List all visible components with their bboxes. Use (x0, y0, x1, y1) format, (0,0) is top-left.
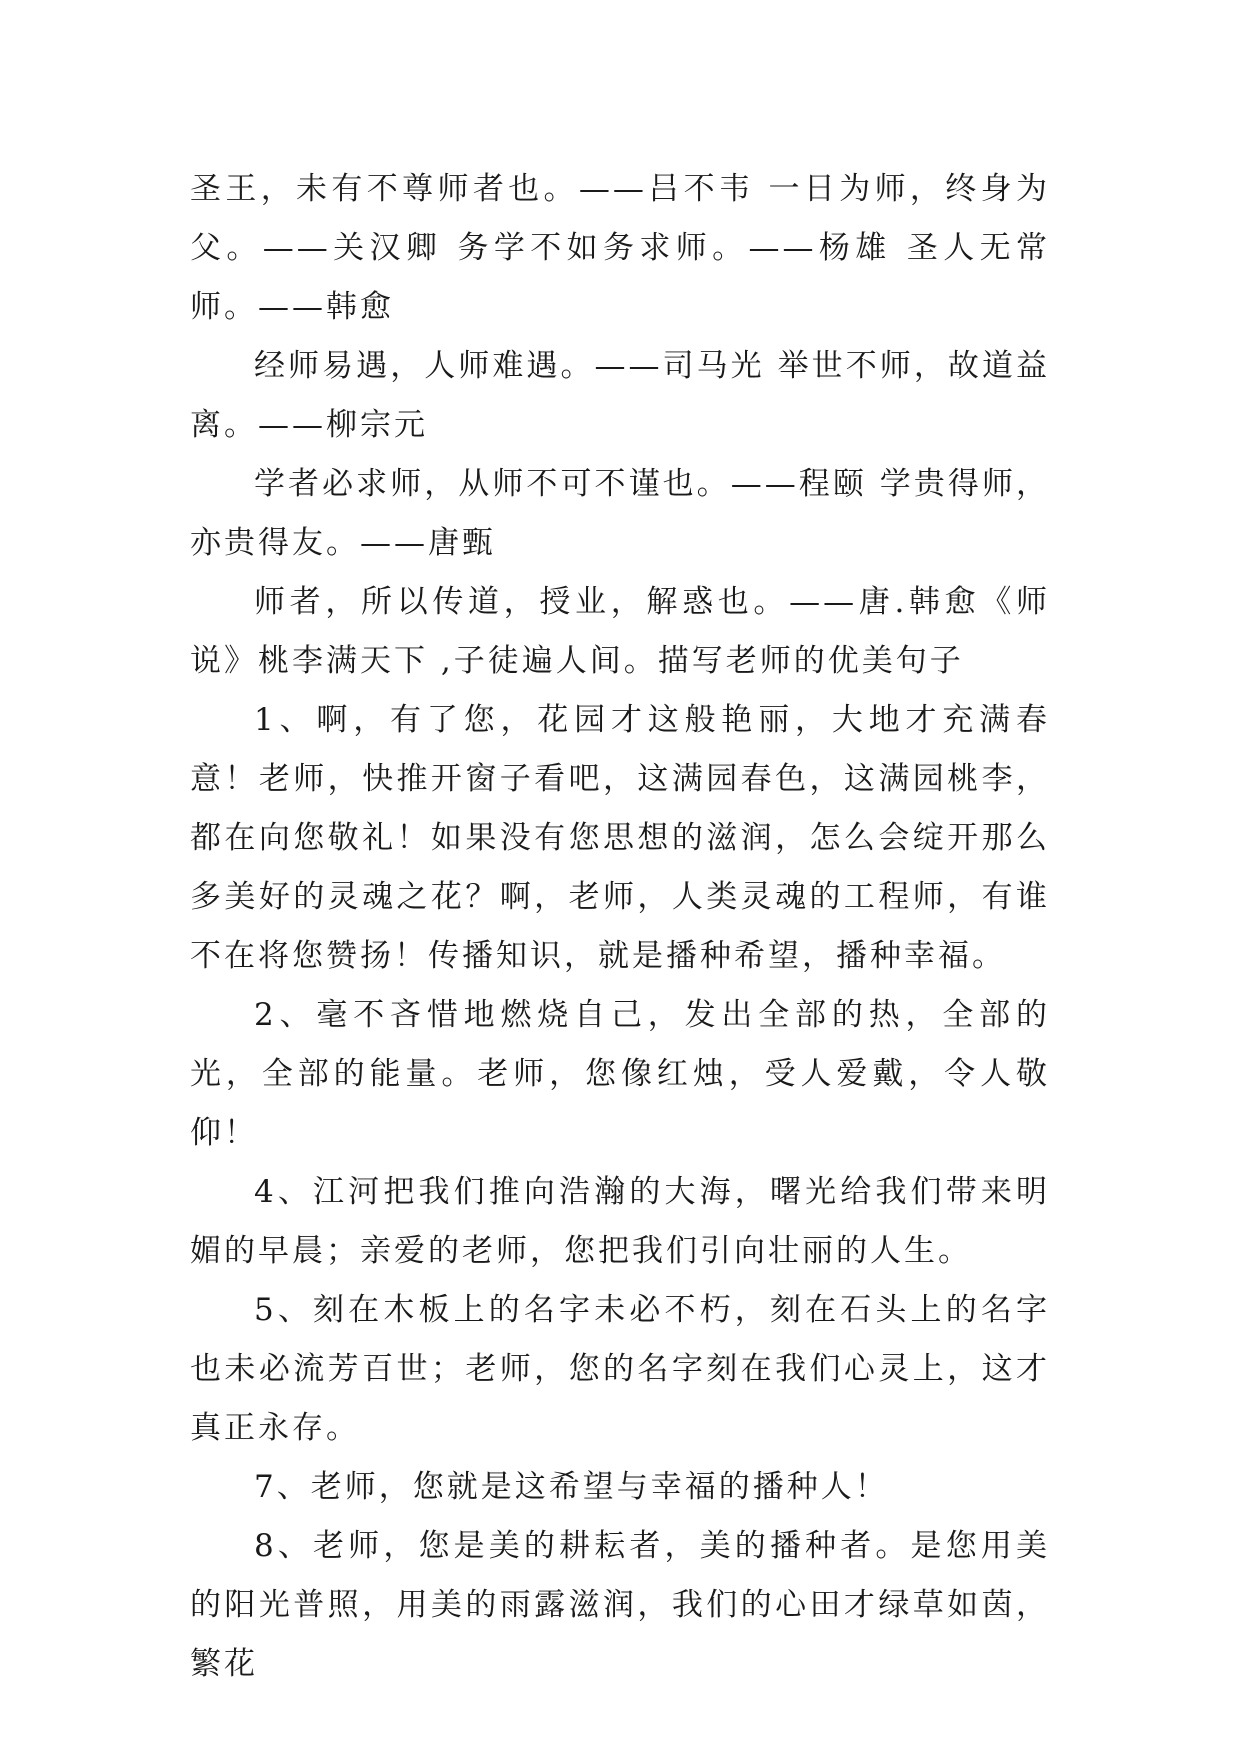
paragraph-6: 2、毫不吝惜地燃烧自己，发出全部的热，全部的光，全部的能量。老师，您像红烛，受人爱戴，令人敬仰！ (190, 997, 1050, 1151)
paragraph-7: 4、江河把我们推向浩瀚的大海，曙光给我们带来明媚的早晨；亲爱的老师，您把我们引向壮丽的人生。 (190, 1174, 1050, 1269)
paragraph-5: 1、啊，有了您，花园才这般艳丽，大地才充满春意！老师，快推开窗子看吧，这满园春色，这满园桃李，都在向您敬礼！如果没有您思想的滋润，怎么会绽开那么多美好的灵魂之花？啊，老师，人类灵魂的工程师，有谁不在将您赞扬！传播知识，就是播种希望，播种幸福。 (190, 702, 1050, 974)
paragraph-3: 学者必求师，从师不可不谨也。——程颐 学贵得师，亦贵得友。——唐甄 (190, 466, 1050, 561)
paragraph-8: 5、刻在木板上的名字未必不朽，刻在石头上的名字也未必流芳百世；老师，您的名字刻在我们心灵上，这才真正永存。 (190, 1292, 1050, 1446)
paragraph-9: 7、老师，您就是这希望与幸福的播种人！ (254, 1469, 889, 1505)
paragraph-4: 师者，所以传道，授业，解惑也。——唐.韩愈《师说》桃李满天下 ,子徒遍人间。描写老师的优美句子 (190, 584, 1050, 679)
paragraph-10: 8、老师，您是美的耕耘者，美的播种者。是您用美的阳光普照，用美的雨露滋润，我们的心田才绿草如茵，繁花 (190, 1528, 1050, 1682)
paragraph-2: 经师易遇，人师难遇。——司马光 举世不师，故道益离。——柳宗元 (190, 348, 1050, 443)
document-body (190, 160, 1050, 1694)
paragraph-1: 圣王，未有不尊师者也。——吕不韦 一日为师，终身为父。——关汉卿 务学不如务求师。——杨雄 圣人无常师。——韩愈 (190, 171, 1050, 325)
